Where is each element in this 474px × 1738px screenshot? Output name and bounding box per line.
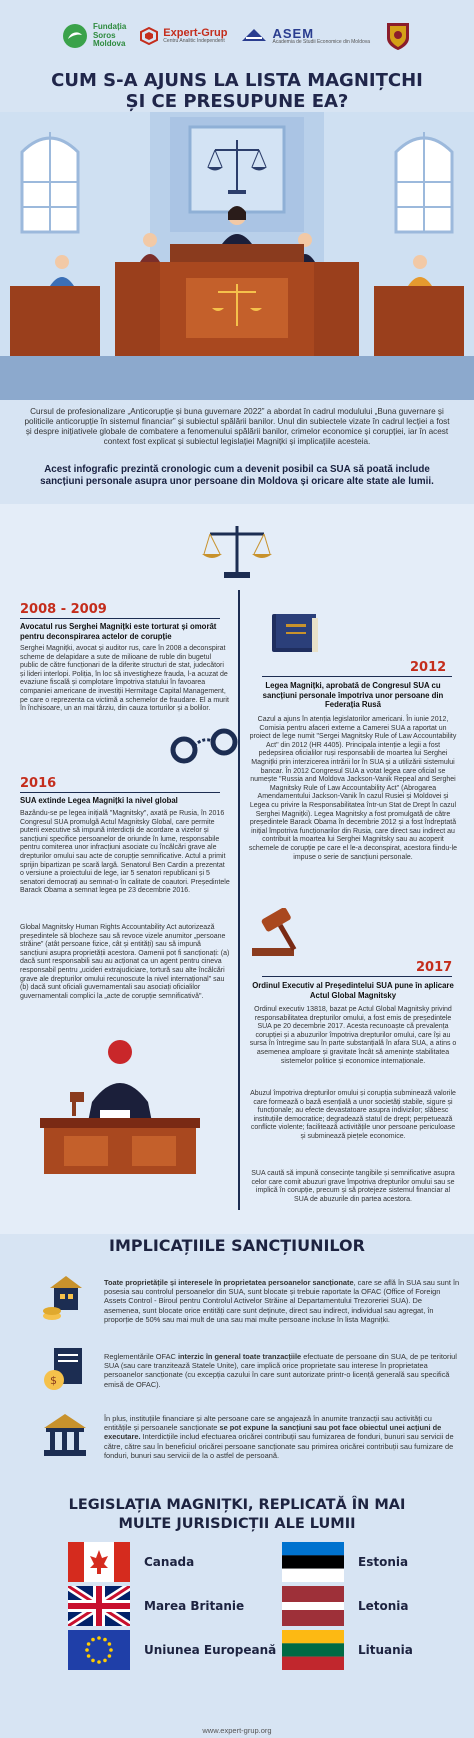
- soros-line3: Moldova: [92, 39, 126, 49]
- country-latvia: [282, 1586, 409, 1626]
- uk-flag-icon: [68, 1586, 130, 1626]
- canada-flag-icon: [68, 1542, 130, 1582]
- law-book-icon: [268, 610, 326, 656]
- year-2012: 2012: [410, 660, 447, 675]
- balance-scales-icon: [200, 520, 274, 582]
- implication-2-pre: Reglementările OFAC: [104, 1352, 178, 1361]
- document-money-icon: [40, 1344, 90, 1394]
- property-coins-icon: [40, 1274, 90, 1324]
- title-line2: ȘI CE PRESUPUNE EA?: [125, 91, 349, 112]
- implication-2: [104, 1352, 460, 1389]
- year-rule: [262, 976, 452, 977]
- heading-2016: SUA extinde Legea Magnițki la nivel global: [20, 796, 178, 805]
- heading-2008: Avocatul rus Serghei Magnițki este torturat și omorât pentru deconspirarea actelor de corupție: [20, 622, 217, 641]
- left-window: [22, 132, 78, 232]
- country-estonia: [282, 1542, 408, 1582]
- country-name-canada: Canada: [144, 1555, 195, 1569]
- expert-grup-name: Expert-Grup: [163, 26, 228, 39]
- lithuania-flag-icon: [282, 1630, 344, 1670]
- country-name-eu: Uniunea Europeană: [144, 1643, 277, 1657]
- year-rule: [20, 792, 220, 793]
- implication-3-bold: se pot expune la sancțiuni sau pot face obiectul unei acțiuni de executare.: [104, 1423, 442, 1442]
- year-2016: 2016: [20, 776, 57, 791]
- implications-title: IMPLICAȚIILE SANCȚIUNILOR: [109, 1236, 365, 1255]
- year-rule: [20, 618, 220, 619]
- legislation-title-line1: LEGISLAȚIA MAGNIȚKI, REPLICATĂ ÎN MAI: [68, 1497, 406, 1513]
- soros-line2: Soros: [92, 30, 116, 40]
- country-canada: [68, 1542, 194, 1582]
- legislation-title-line2: MULTE JURISDICȚII ALE LUMII: [118, 1516, 356, 1532]
- title-line1: CUM S-A AJUNS LA LISTA MAGNIȚCHI: [51, 70, 423, 91]
- asem-sub: Academia de Studii Economice din Moldova: [272, 39, 371, 46]
- legislation-title: [0, 1496, 474, 1534]
- latvia-flag-icon: [282, 1586, 344, 1626]
- text-2008: Serghei Magnițki, avocat și auditor rus, care în 2008 a deconspirat scheme de delapidare a sute de milioane de ruble din bugetul public de către funcționari de la diferite structuri de stat, judecători și lideri interlopi. Poliția, în loc să investigheze frauda, l-a acuzat de evaziune fiscală și complotare împotriva statului în favoarea companiei americane de investiții Hermitage Capital Management, pe care o reprezenta ca victimă a schemelor de fraudare. El a murit în închisoare, un an mai târziu, din cauza torturilor și a bolilor.: [20, 645, 229, 713]
- judge-at-bench-illustration: [40, 1032, 200, 1174]
- implication-2-text: efectuate de persoane din SUA, de pe teritoriul SUA (sau care tranzitează Statele Unite), care implică orice proprietate sau interese în proprietatea persoanelor sancționate (cu excepția cazului în care sunt autorizate printr-o licență generală sau specifică emisă de OFAC).: [104, 1352, 457, 1389]
- soros-line1: Fundația: [92, 22, 127, 32]
- moldova-coat-of-arms-icon: [384, 20, 412, 52]
- country-name-uk: Marea Britanie: [144, 1599, 245, 1613]
- soros-logo-icon: [62, 23, 88, 49]
- expert-grup-sub: Centru Analitic Independent: [163, 38, 225, 45]
- country-name-latvia: Letonia: [358, 1599, 409, 1613]
- text-2016: Bazându-se pe legea inițială "Magnitsky", axată pe Rusia, în 2016 Congresul SUA promulgă Actul Magnitsky Global, care permite puterii executive să impună interdicții de acordare a vizelor și sancțiuni specifice persoanelor de oriunde în lume, responsabile pentru comiterea unor infracțiuni asociate cu încălcări grave ale drepturilor omului sau acte de corupție semnificative. Actul a primit sprijin bipartizan pe scară largă. Senatorul Ben Cardin a prezentat o versiune a proiectului de lege, iar 5 senatori republicani și 5 senatori democrați au semnat-o în calitate de coautori. Președintele Barack Obama a semnat legea pe 23 decembrie 2016.: [20, 810, 230, 895]
- right-window: [396, 132, 452, 232]
- svg-text:$: $: [50, 1374, 57, 1387]
- footer-website: www.expert-grup.org: [202, 1726, 272, 1735]
- text-2012: Cazul a ajuns în atenția legislatorilor americani. În iunie 2012, Comisia pentru afaceri externe a Camerei SUA a raportat un proiect de lege numit "Sergei Magnitsky Rule of Law Accountability Act" din 2012 (HR 4405). Principala intenție a legii a fost pedepsirea oficialilor ruși responsabili de moartea lui Serghei Magnițki prin interzicerea intrării lor în SUA și a utilizării sistemului bancar. În 2012 Congresul SUA a votat legea care oficial se numește "Russia and Moldova Jackson-Vanik Repeal and Serghei Magnitsky Rule of Law Accountability Act" (Abrogarea Amendamentului Jackson-Vanik în cazul Rusiei și Moldovei și Legea cu privire la Responsabilitatea într-un Stat de Drept în cazul Serghei Magnițki). Legea Magnitsky a fost promulgată de către președintele Barack Obama în decembrie 2012 și a fost îndreptată inițial împotriva funcționarilor din Rusia, care direct sau indirect au contribuit la moartea lui Serghei Magnitsky sau au acoperit schemele de corupție pe care el le-a deconspirat, acestora fiindu-le impuse o serie de sancțiuni personale.: [248, 716, 458, 861]
- gavel-icon: [244, 908, 316, 960]
- implication-3: [104, 1414, 460, 1460]
- text-2017: Ordinul executiv 13818, bazat pe Actul Global Magnitsky privind responsabilitatea drepturilor omului, a fost emis de președintele SUA pe 20 decembrie 2017. Acesta recunoaște că prevalența corupției și a abuzurilor împotriva drepturilor omului, care își au sursa în întregime sau în parte substanțială în afara SUA, a atins o asemenea amploare și gravitate încât să amenințe stabilitatea sistemelor politice și economice internaționale.: [249, 1006, 457, 1065]
- country-eu: [68, 1630, 276, 1670]
- implication-1-bold: Toate proprietățile și interesele în proprietatea persoanelor sancționate: [104, 1278, 354, 1287]
- handcuffs-icon: [170, 724, 238, 768]
- lead-paragraph: Acest infografic prezintă cronologic cum a devenit posibil ca SUA să poată include sancțiuni personale asupra unor persoane din Moldova și oricare alte state ale lumii.: [40, 464, 434, 487]
- implication-3-pre: În plus, instituțiile financiare și alte persoane care se angajează în anumite tranzacții sau activități cu entitățile și persoanele sancționate: [104, 1414, 432, 1433]
- bank-building-icon: [40, 1412, 90, 1460]
- text-2016-b: Global Magnitsky Human Rights Accountability Act autorizează președintele să blocheze sau să revoce vizele anumitor „persoane străine” (atât persoane fizice, cât și entități) sau să impună sancțiuni asupra proprietății acestora. Oamenii pot fi sancționați: (a) dacă sunt responsabili sau au acționat ca un agent pentru cineva responsabil pentru „ucideri extrajudiciare, tortură sau alte încălcări grave ale drepturilor omului recunoscute la nivel internațional" sau (b) dacă sunt oficiali guvernamentali sau asociați oficialilor guvernamentali complici la „acte de corupție semnificativă".: [20, 924, 230, 1000]
- country-name-estonia: Estonia: [358, 1555, 409, 1569]
- text-2017-c: SUA caută să impună consecințe tangibile și semnificative asupra celor care comit abuzuri grave împotriva drepturilor omului sau se implică în corupție, precum și să protejeze sistemul financiar al SUA de abuzurile din partea acestora.: [251, 1170, 455, 1203]
- timeline-axis: [238, 590, 240, 1210]
- heading-2017: Ordinul Executiv al Președintelui SUA pune în aplicare Actul Global Magnitsky: [252, 981, 454, 1000]
- intro-paragraph: Cursul de profesionalizare „Anticorupție și buna guvernare 2022” a abordat în cadrul modulului „Buna guvernare și politicile anticorupție în sistemul financiar” și subiectul spălării banilor. Unul din subiectele vizate în cadrul lecției a fost și despre inițiativele globale de combatere a fenomenului spălării banilor, crimelor economice și corupției, iar în acest context fost explicat și subiectul legislației Magnițki și implicațiile acesteia.: [24, 407, 450, 446]
- expert-grup-logo-icon: [140, 27, 158, 45]
- country-name-lithuania: Lituania: [358, 1643, 413, 1657]
- eu-flag-icon: [68, 1630, 130, 1670]
- courtroom-illustration: [0, 112, 474, 400]
- estonia-flag-icon: [282, 1542, 344, 1582]
- implication-1-text: , care se află în SUA sau sunt în posesia sau controlul persoanelor din SUA, sunt blocate și trebuie raportate la OFAC (Office of Foreign Assets Control - Biroul pentru Controlul Activelor Străine al Departamentului Trezoreriei SUA). De asemenea, sunt blocate orice entități care sunt deținute, direct sau indirect, individual sau agregat, în proporție de 50% sau mai mult de una sau mai multe persoane incluse în lista Magnițki.: [104, 1278, 460, 1324]
- asem-name: ASEM: [272, 25, 315, 41]
- asem-logo-icon: [241, 27, 267, 45]
- heading-2012: Legea Magnițki, aprobată de Congresul SUA cu sancțiuni personale împotriva unor persoane din Federația Rusă: [262, 681, 444, 709]
- year-2008-2009: 2008 - 2009: [20, 602, 107, 617]
- year-2017: 2017: [416, 960, 453, 975]
- country-uk: [68, 1586, 244, 1626]
- asem-logo: [241, 27, 370, 46]
- implication-1: [104, 1278, 460, 1324]
- expert-grup-logo: [140, 27, 227, 45]
- text-2017-b: Abuzul împotriva drepturilor omului și corupția subminează valorile care formează o bază esențială a unor societăți stabile, sigure și funcționale; au efecte devastatoare asupra indivizilor; slăbesc instituțiile democratice; degradează statul de drept; perpetuează conflicte violente; facilitează activitățile unor persoane periculoase și subminează piețele economice.: [250, 1090, 456, 1140]
- soros-logo: [62, 23, 126, 49]
- implication-2-bold: interzic în general toate tranzacțiile: [177, 1352, 302, 1361]
- year-rule: [262, 676, 452, 677]
- page-title: [0, 70, 474, 112]
- implication-3-text: Interdicțiile includ efectuarea oricărei contribuții sau furnizarea de fonduri, bunuri sau servicii de către, către sau în beneficiul oricărei persoane sancționate sau primirea oricărei contribuții sau furnizare de fonduri, bunuri sau servicii de la o astfel de persoană.: [104, 1432, 454, 1460]
- logo-bar: [0, 8, 474, 64]
- country-lithuania: [282, 1630, 413, 1670]
